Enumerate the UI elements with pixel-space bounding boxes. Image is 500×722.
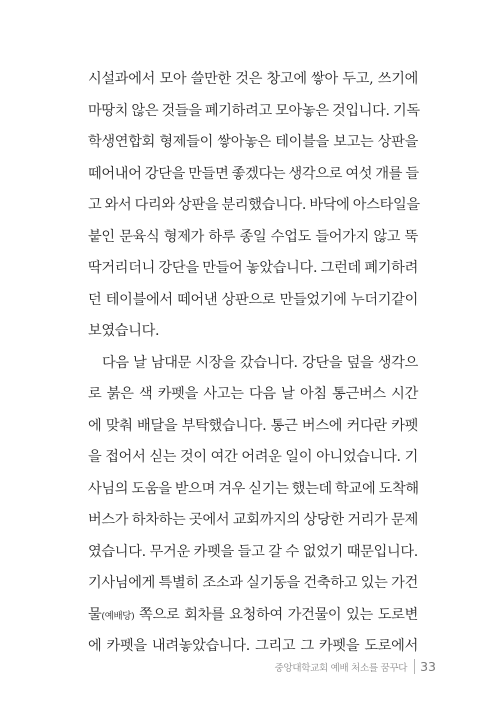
- text-line: 딱거리더니 강단을 만들어 놓았습니다. 그런데 폐기하려: [88, 260, 418, 276]
- text-line: 사님의 도움을 받으며 겨우 싣기는 했는데 학교에 도착해: [88, 480, 419, 497]
- text-segment: 물: [88, 606, 102, 623]
- text-line: 시설과에서 모아 쓸만한 것은 창고에 쌓아 두고, 쓰기에: [88, 71, 418, 87]
- paragraph-1: [88, 64, 418, 348]
- text-line: 마땅치 않은 것들을 폐기하려고 모아놓은 것입니다. 기독: [88, 102, 420, 119]
- text-line: 붙인 문육식 형제가 하루 종일 수업도 들어가지 않고 뚝: [88, 228, 418, 245]
- small-annotation: (예배당): [101, 610, 135, 622]
- page-body: [88, 64, 418, 663]
- text-line: 던 테이블에서 떼어낸 상판으로 만들었기에 누더기같이: [88, 291, 418, 308]
- text-line: 버스가 하차하는 곳에서 교회까지의 상당한 거리가 문제: [88, 512, 418, 528]
- text-line: [88, 600, 418, 632]
- text-line: 에 카펫을 내려놓았습니다. 그리고 그 카펫을 도로에서: [88, 638, 418, 654]
- text-line: 학생연합회 형제들이 쌓아놓은 테이블을 보고는 상판을: [88, 134, 418, 150]
- text-line: 을 접어서 싣는 것이 여간 어려운 일이 아니었습니다. 기: [88, 449, 418, 465]
- text-line: 다음 날 남대문 시장을 갔습니다. 강단을 덮을 생각으: [102, 354, 418, 371]
- text-line: 에 맞춰 배달을 부탁했습니다. 통근 버스에 커다란 카펫: [88, 417, 418, 434]
- footer-divider: [414, 659, 415, 674]
- text-segment: 쪽으로 회차를 요청하여 가건물이 있는 도로변: [134, 606, 418, 623]
- paragraph-2: [88, 348, 418, 663]
- text-line: 고 와서 다리와 상판을 분리했습니다. 바닥에 아스타일을: [88, 197, 420, 213]
- text-line: 떼어내어 강단을 만들면 좋겠다는 생각으로 여섯 개를 들: [88, 165, 419, 182]
- text-line: 로 붉은 색 카펫을 사고는 다음 날 아침 통근버스 시간: [88, 386, 418, 402]
- running-title: 중앙대학교회 예배 처소를 꿈꾸다: [274, 662, 408, 674]
- text-line: 기사님에게 특별히 조소과 실기동을 건축하고 있는 가건: [88, 575, 418, 591]
- page-number: 33: [420, 659, 436, 674]
- page-footer: [275, 659, 436, 674]
- text-line: 보였습니다.: [88, 323, 160, 339]
- text-line: 였습니다. 무거운 카펫을 들고 갈 수 없었기 때문입니다.: [88, 543, 418, 560]
